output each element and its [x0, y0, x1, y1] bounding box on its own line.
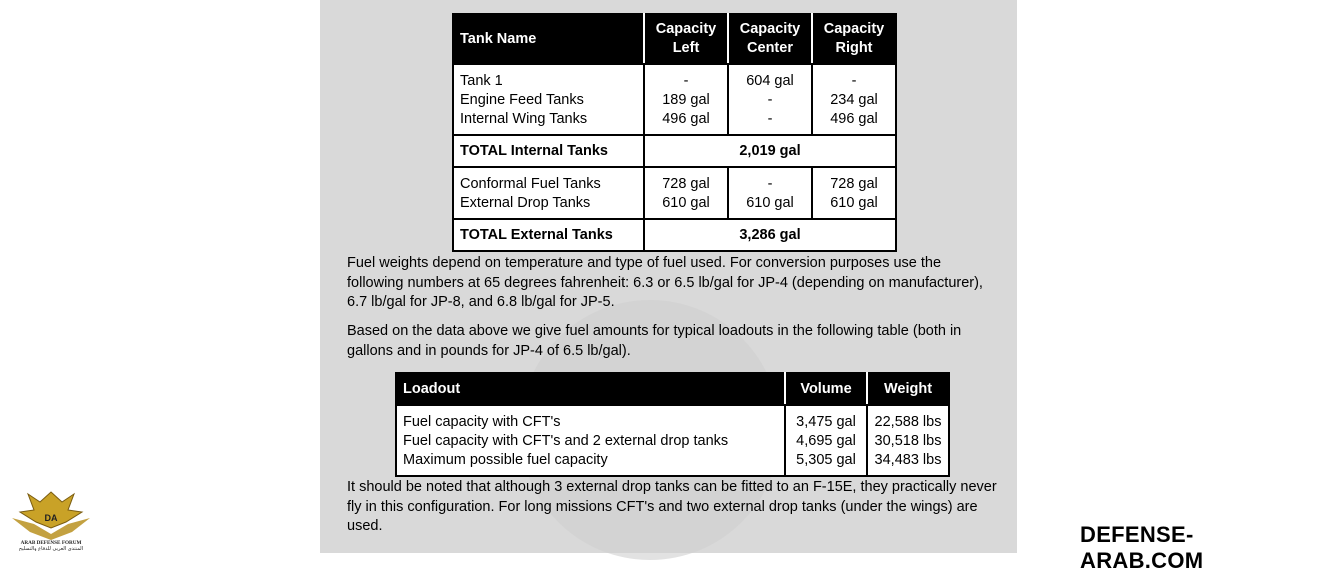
internal-center-values: 604 gal - - [728, 64, 812, 135]
site-brand-text: DEFENSE-ARAB.COM [1080, 522, 1204, 573]
internal-tank-names: Tank 1 Engine Feed Tanks Internal Wing Tanks [453, 64, 644, 135]
header-capacity-center: Capacity Center [728, 14, 812, 64]
total-internal-label: TOTAL Internal Tanks [453, 135, 644, 167]
loadout-body-row [396, 405, 949, 476]
total-external-row [453, 219, 896, 251]
arab-defense-forum-logo [10, 488, 92, 551]
header-capacity-right: Capacity Right [812, 14, 896, 64]
fuel-weights-paragraph: Fuel weights depend on temperature and type of fuel used. For conversion purposes use the following numbers at 65 degrees fahrenheit: 6.3 or 6.5 lb/gal for JP-4 (depending on manufacturer), 6.7 lb/gal for JP-8, and 6.8 lb/gal for JP-5. [347, 255, 983, 310]
loadout-volumes: 3,475 gal 4,695 gal 5,305 gal [785, 405, 867, 476]
logo-badge-text: DA [44, 513, 58, 523]
external-left-values: 728 gal 610 gal [644, 167, 728, 219]
loadout-table [395, 372, 950, 477]
external-right-values: 728 gal 610 gal [812, 167, 896, 219]
fuel-capacity-table [452, 13, 897, 252]
table-header-row [453, 14, 896, 64]
total-internal-row [453, 135, 896, 167]
external-tank-names: Conformal Fuel Tanks External Drop Tanks [453, 167, 644, 219]
loadout-intro-paragraph: Based on the data above we give fuel amounts for typical loadouts in the following table (both in gallons and in pounds for JP-4 of 6.5 lb/gal). [347, 323, 962, 359]
logo-arabic-text: المنتدى العربي للدفاع والتسليح [18, 546, 84, 551]
total-external-value: 3,286 gal [644, 219, 896, 251]
loadout-weights: 22,588 lbs 30,518 lbs 34,483 lbs [867, 405, 949, 476]
logo-english-text: ARAB DEFENSE FORUM [20, 540, 82, 546]
internal-tanks-row [453, 64, 896, 135]
loadout-names: Fuel capacity with CFT's Fuel capacity with CFT's and 2 external drop tanks Maximum possible fuel capacity [396, 405, 785, 476]
external-center-values: - 610 gal [728, 167, 812, 219]
header-volume: Volume [785, 373, 867, 405]
header-tank-name: Tank Name [453, 14, 644, 64]
external-tanks-row [453, 167, 896, 219]
header-loadout: Loadout [396, 373, 785, 405]
header-weight: Weight [867, 373, 949, 405]
total-internal-value: 2,019 gal [644, 135, 896, 167]
drop-tanks-note-paragraph: It should be noted that although 3 external drop tanks can be fitted to an F-15E, they practically never fly in this configuration. For long missions CFT's and two external drop tanks (under the wings) are used. [347, 479, 997, 534]
loadout-header-row [396, 373, 949, 405]
total-external-label: TOTAL External Tanks [453, 219, 644, 251]
internal-right-values: - 234 gal 496 gal [812, 64, 896, 135]
header-capacity-left: Capacity Left [644, 14, 728, 64]
internal-left-values: - 189 gal 496 gal [644, 64, 728, 135]
